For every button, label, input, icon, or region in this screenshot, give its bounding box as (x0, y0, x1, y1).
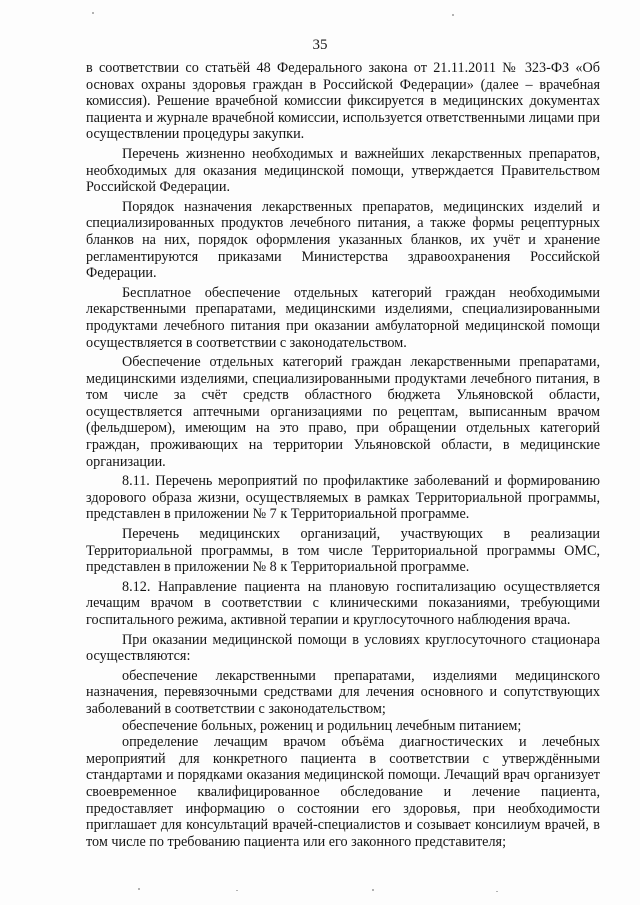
list-item-nutrition: обеспечение больных, рожениц и родильниц лечебным питанием; (122, 717, 522, 734)
paragraph-free-provision: Бесплатное обеспечение отдельных категорий граждан необходимыми лекарственными препаратами, медицинскими изделиями, специализированными продуктами лечебного питания при оказании амбулаторной медицинской помощи осуществляется в соответствии с законодательством. (86, 284, 600, 351)
scan-speck (496, 891, 498, 892)
list-item-attending-physician: определение лечащим врачом объёма диагностических и лечебных мероприятий для конкретного пациента в соответствии с утверждёнными стандартами и порядками оказания медицинской помощи. Лечащий врач организует своевременное квалифицированное обследование и лечение пациента, предоставляет информацию о состоянии его здоровья, при необходимости приглашает для консультаций врачей-специалистов и созывает консилиум врачей, в том числе по требованию пациента или его законного представителя; (86, 734, 600, 850)
list-item-drug-provision: обеспечение лекарственными препаратами, изделиями медицинского назначения, перевязочными средствами для лечения основного и сопутствующих заболеваний в соответствии с законодательством; (86, 667, 600, 717)
paragraph-medical-organizations-list: Перечень медицинских организаций, участвующих в реализации Территориальной программы, в том числе Территориальной программы ОМС, представлен в приложении № 8 к Территориальной программе. (86, 526, 600, 576)
scan-speck (138, 888, 140, 890)
paragraph-essential-drugs-list: Перечень жизненно необходимых и важнейших лекарственных препаратов, необходимых для оказания медицинской помощи, утверждается Правительством Российской Федерации. (86, 145, 600, 196)
paragraph-8-11: 8.11. Перечень мероприятий по профилактике заболеваний и формированию здорового образа жизни, осуществляемых в рамках Территориальной программы, представлен в приложении № 7 к Территориальной программе. (86, 473, 600, 523)
paragraph-8-12: 8.12. Направление пациента на плановую госпитализацию осуществляется лечащим врачом в соответствии с клиническими показаниями, требующими госпитального режима, активной терапии и круглосуточного наблюдения врача. (86, 578, 600, 628)
page-body (86, 60, 600, 850)
scan-speck (236, 890, 238, 891)
paragraph-1-continuation: в соответствии со статьёй 48 Федерального закона от 21.11.2011 № 323-ФЗ «Об основах охраны здоровья граждан в Российской Федерации» (далее – врачебная комиссия). Решение врачебной комиссии фиксируется в медицинских документах пациента и журнале врачебной комиссии, используется ответственными лицами при осуществлении процедуры закупки. (86, 60, 600, 143)
scan-speck (92, 12, 94, 14)
page-number: 35 (312, 37, 328, 53)
paragraph-inpatient-intro: При оказании медицинской помощи в условиях круглосуточного стационара осуществляются: (86, 631, 600, 665)
scan-speck (372, 889, 374, 891)
paragraph-prescription-procedure: Порядок назначения лекарственных препаратов, медицинских изделий и специализированных продуктов лечебного питания, а также формы рецептурных бланков на них, порядок оформления указанных бланков, их учёт и хранение регламентируются приказами Министерства здравоохранения Российской Федерации. (86, 198, 600, 282)
paragraph-pharmacy-provision: Обеспечение отдельных категорий граждан лекарственными препаратами, медицинскими изделиями, специализированными продуктами лечебного питания, в том числе за счёт средств областного бюджета Ульяновской области, осуществляется аптечными организациями по рецептам, выписанным врачом (фельдшером), имеющим на это право, при обращении отдельных категорий граждан, проживающих на территории Ульяновской области, в медицинские организации. (86, 354, 600, 470)
scan-speck (452, 14, 454, 16)
